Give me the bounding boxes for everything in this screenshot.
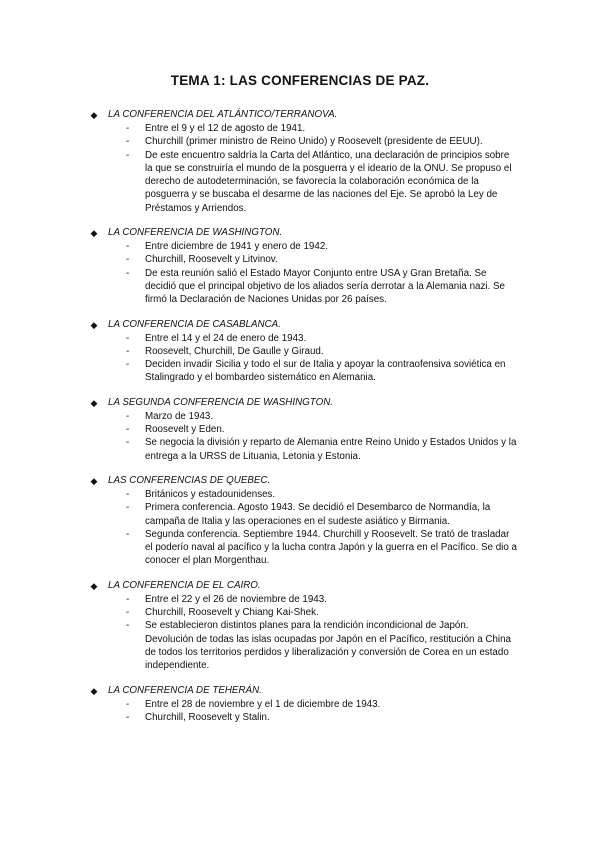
list-item-text: De esta reunión salió el Estado Mayor Conjunto entre USA y Gran Bretaña. Se decidió que el principal objetivo de los aliados sería derrotar a la Alemania nazi. Se firmó la Declaración de Naciones Unidas por 26 países. xyxy=(145,267,505,306)
list-item xyxy=(0,698,600,711)
list-item xyxy=(0,501,600,528)
list-item xyxy=(0,240,600,253)
conference-section xyxy=(0,108,600,215)
section-heading xyxy=(0,396,600,410)
conference-section xyxy=(0,226,600,306)
dash-marker: - xyxy=(126,345,130,357)
list-item xyxy=(0,423,600,436)
diamond-bullet-icon: ◆ xyxy=(90,397,98,408)
dash-marker: - xyxy=(126,620,130,632)
section-heading xyxy=(0,474,600,488)
list-item-text: Se establecieron distintos planes para la rendición incondicional de Japón. Devolución de todas las islas ocupadas por Japón en el Pacífico, restitución a China de todos los territorios perdidos y liberalización y conversión de Corea en un estado independiente. xyxy=(145,620,511,672)
list-item xyxy=(0,135,600,148)
dash-marker: - xyxy=(126,593,130,605)
list-item xyxy=(0,593,600,606)
list-item xyxy=(0,488,600,501)
diamond-bullet-icon: ◆ xyxy=(90,228,98,239)
list-item-text: Se negocia la división y reparto de Alemania entre Reino Unido y Estados Unidos y la entrega a la URSS de Lituania, Letonia y Estonia. xyxy=(145,437,517,462)
section-heading-text: LA CONFERENCIA DE EL CAIRO. xyxy=(108,579,261,591)
section-item-list xyxy=(0,593,600,673)
list-item-text: Churchill, Roosevelt y Chiang Kai-Shek. xyxy=(145,607,319,619)
list-item xyxy=(0,267,600,307)
list-item xyxy=(0,528,600,568)
section-heading-text: LA CONFERENCIA DE WASHINGTON. xyxy=(108,227,283,239)
dash-marker: - xyxy=(126,136,130,148)
list-item-text: Británicos y estadounidenses. xyxy=(145,488,276,500)
list-item-text: Roosevelt y Eden. xyxy=(145,424,225,436)
section-item-list xyxy=(0,698,600,725)
dash-marker: - xyxy=(126,488,130,500)
section-heading xyxy=(0,579,600,593)
conference-sections xyxy=(0,108,600,735)
dash-marker: - xyxy=(126,698,130,710)
list-item xyxy=(0,606,600,619)
list-item xyxy=(0,619,600,672)
section-heading xyxy=(0,226,600,240)
diamond-bullet-icon: ◆ xyxy=(90,685,98,696)
dash-marker: - xyxy=(126,267,130,279)
list-item-text: Segunda conferencia. Septiembre 1944. Churchill y Roosevelt. Se trató de trasladar el poderío naval al pacífico y la lucha contra Japón y la guerra en el Pacífico. Se dio a conocer el plan Morgenthau. xyxy=(145,528,517,567)
list-item xyxy=(0,253,600,266)
section-heading xyxy=(0,684,600,698)
list-item-text: Churchill (primer ministro de Reino Unido) y Roosevelt (presidente de EEUU). xyxy=(145,136,483,148)
dash-marker: - xyxy=(126,711,130,723)
dash-marker: - xyxy=(126,149,130,161)
section-item-list xyxy=(0,240,600,306)
dash-marker: - xyxy=(126,123,130,134)
section-heading-text: LA CONFERENCIA DEL ATLÁNTICO/TERRANOVA. xyxy=(108,109,338,120)
list-item-text: Deciden invadir Sicilia y todo el sur de Italia y apoyar la contraofensiva soviética en Stalingrado y el bombardeo sistemático en Alemania. xyxy=(145,359,506,384)
list-item xyxy=(0,122,600,135)
section-item-list xyxy=(0,122,600,215)
list-item xyxy=(0,345,600,358)
dash-marker: - xyxy=(126,410,130,422)
list-item-text: Entre diciembre de 1941 y enero de 1942. xyxy=(145,241,328,253)
page-title: TEMA 1: LAS CONFERENCIAS DE PAZ. xyxy=(170,73,430,88)
diamond-bullet-icon: ◆ xyxy=(90,110,98,120)
conference-section xyxy=(0,318,600,385)
dash-marker: - xyxy=(126,437,130,449)
conference-section xyxy=(0,474,600,568)
list-item-text: Entre el 28 de noviembre y el 1 de diciembre de 1943. xyxy=(145,698,381,710)
list-item xyxy=(0,332,600,345)
diamond-bullet-icon: ◆ xyxy=(90,319,98,330)
list-item-text: Churchill, Roosevelt y Stalin. xyxy=(145,711,270,723)
list-item-text: Churchill, Roosevelt y Litvinov. xyxy=(145,254,278,266)
conference-section xyxy=(0,396,600,463)
diamond-bullet-icon: ◆ xyxy=(90,475,98,486)
list-item-text: Entre el 22 y el 26 de noviembre de 1943. xyxy=(145,593,327,605)
list-item xyxy=(0,711,600,724)
list-item-text: Entre el 9 y el 12 de agosto de 1941. xyxy=(145,123,306,134)
list-item xyxy=(0,410,600,423)
dash-marker: - xyxy=(126,528,130,540)
section-heading-text: LAS CONFERENCIAS DE QUEBEC. xyxy=(108,474,271,486)
dash-marker: - xyxy=(126,241,130,253)
dash-marker: - xyxy=(126,424,130,436)
diamond-bullet-icon: ◆ xyxy=(90,580,98,591)
list-item-text: Roosevelt, Churchill, De Gaulle y Giraud. xyxy=(145,345,324,357)
section-item-list xyxy=(0,410,600,463)
conference-section xyxy=(0,579,600,673)
list-item-text: Primera conferencia. Agosto 1943. Se decidió el Desembarco de Normandía, la campaña de Italia y las operaciones en el sudeste asiático y Birmania. xyxy=(145,502,491,527)
section-heading xyxy=(0,108,600,122)
section-item-list xyxy=(0,488,600,568)
section-item-list xyxy=(0,332,600,385)
list-item-text: De este encuentro saldría la Carta del Atlántico, una declaración de principios sobre la que se construiría el mundo de la posguerra y el ideario de la ONU. Se propuso el derecho de autodeterminación, se favorecía la colaboración económica de la posguerra y se buscaba el desarme de las naciones del Eje. Se aprobó la Ley de Préstamos y Arriendos. xyxy=(145,149,512,214)
list-item-text: Marzo de 1943. xyxy=(145,410,214,422)
section-heading xyxy=(0,318,600,332)
list-item xyxy=(0,436,600,463)
section-heading-text: LA CONFERENCIA DE TEHERÁN. xyxy=(108,684,262,696)
conference-section xyxy=(0,684,600,725)
list-item xyxy=(0,149,600,215)
list-item-text: Entre el 14 y el 24 de enero de 1943. xyxy=(145,332,307,344)
section-heading-text: LA SEGUNDA CONFERENCIA DE WASHINGTON. xyxy=(108,396,333,408)
dash-marker: - xyxy=(126,607,130,619)
dash-marker: - xyxy=(126,332,130,344)
section-heading-text: LA CONFERENCIA DE CASABLANCA. xyxy=(108,318,281,330)
dash-marker: - xyxy=(126,502,130,514)
dash-marker: - xyxy=(126,254,130,266)
list-item xyxy=(0,358,600,385)
dash-marker: - xyxy=(126,359,130,371)
